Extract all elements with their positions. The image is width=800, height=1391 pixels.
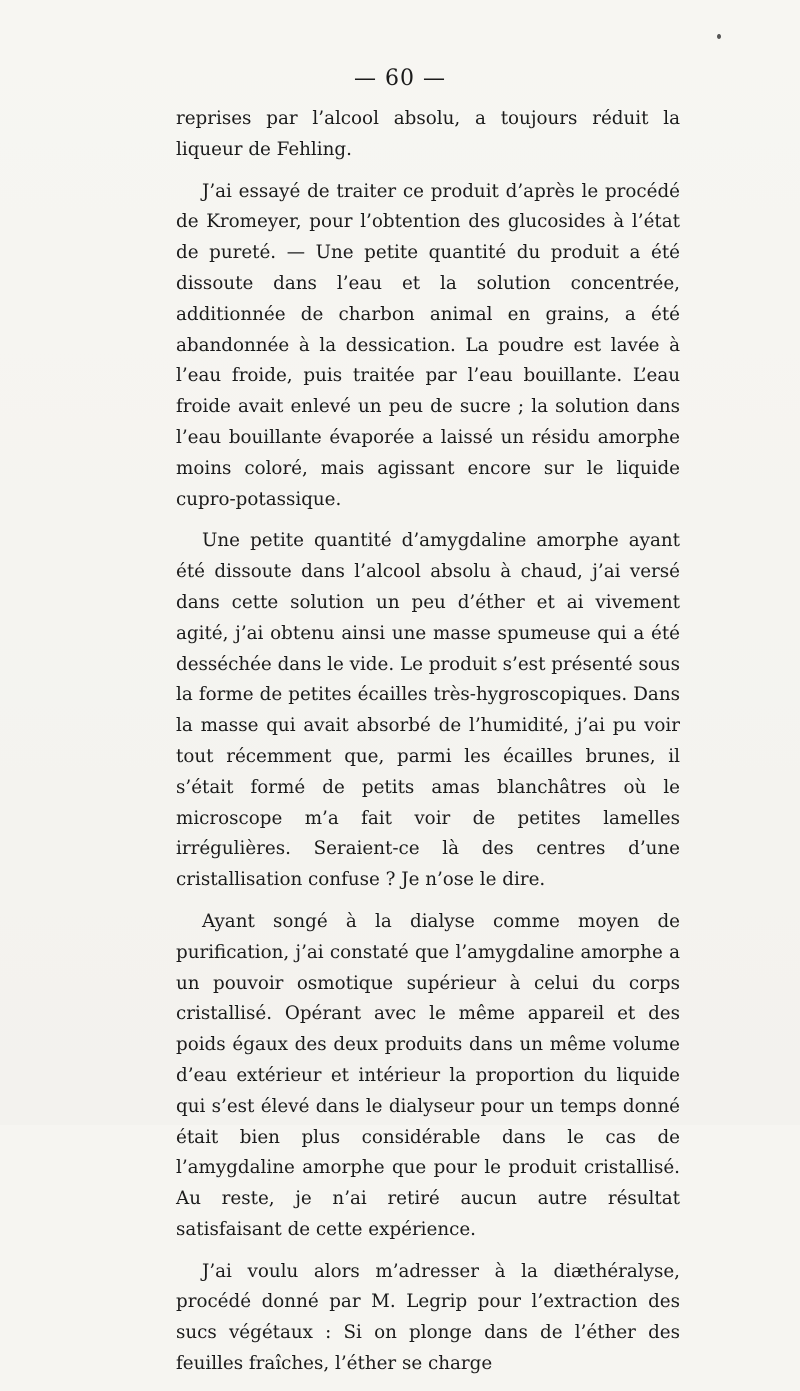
paragraph-5: J’ai voulu alors m’adresser à la diæthéralyse, procédé donné par M. Legrip pour l’extraction des sucs végétaux : Si on plonge dans de l’éther des feuilles fraîches, l’éther se charge bbox=[176, 1260, 680, 1375]
body-text bbox=[176, 104, 680, 1391]
page-number: — 60 — bbox=[354, 66, 446, 91]
paragraph-2: J’ai essayé de traiter ce produit d’après le procédé de Kromeyer, pour l’obtention des glucosides à l’état de pureté. — Une petite quantité du produit a été dissoute dans l’eau et la solution concentrée, additionnée de charbon animal en grains, a été abandonnée à la dessication. La poudre est lavée à l’eau froide, puis traitée par l’eau bouillante. L’eau froide avait enlevé un peu de sucre ; la solution dans l’eau bouillante évaporée a laissé un résidu amorphe moins coloré, mais agissant encore sur le liquide cupro-potassique. bbox=[176, 180, 680, 510]
paragraph-1: reprises par l’alcool absolu, a toujours réduit la liqueur de Fehling. bbox=[176, 108, 680, 160]
paragraph-3: Une petite quantité d’amygdaline amorphe ayant été dissoute dans l’alcool absolu à chaud, j’ai versé dans cette solution un peu d’éther et ai vivement agité, j’ai obtenu ainsi une masse spumeuse qui a été desséchée dans le vide. Le produit s’est présenté sous la forme de petites écailles très-hygroscopiques. Dans la masse qui avait absorbé de l’humidité, j’ai pu voir tout récemment que, parmi les écailles brunes, il s’était formé de petits amas blanchâtres où le microscope m’a fait voir de petites lamelles irrégulières. Seraient-ce là des centres d’une cristallisation confuse ? Je n’ose le dire. bbox=[176, 530, 680, 891]
ink-speck bbox=[717, 34, 721, 39]
paragraph-4: Ayant songé à la dialyse comme moyen de purification, j’ai constaté que l’amygdaline amorphe a un pouvoir osmotique supérieur à celui du corps cristallisé. Opérant avec le même appareil et des poids égaux des deux produits dans un même volume d’eau extérieur et intérieur la proportion du liquide qui s’est élevé dans le dialyseur pour un temps donné était bien plus considérable dans le cas de l’amygdaline amorphe que pour le produit cristallisé. Au reste, je n’ai retiré aucun autre résultat satisfaisant de cette expérience. bbox=[176, 910, 680, 1240]
